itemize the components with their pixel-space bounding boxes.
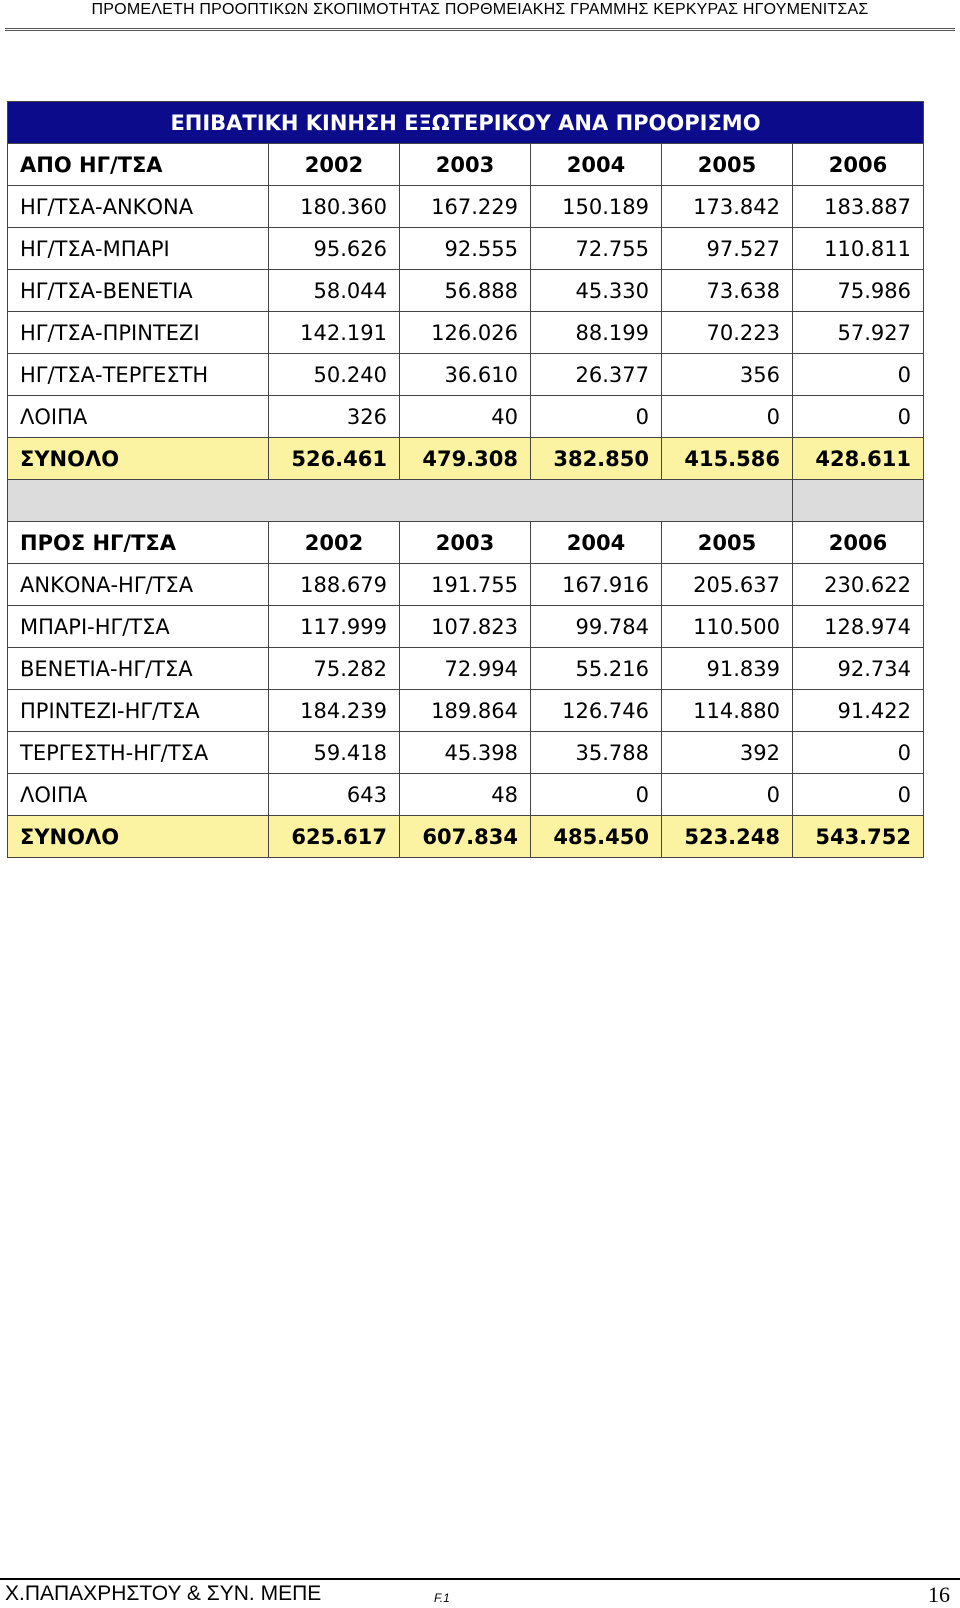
value-cell: 56.888 [400, 270, 531, 312]
table-row [8, 690, 924, 732]
value-cell: 128.974 [793, 606, 924, 648]
value-cell: 180.360 [269, 186, 400, 228]
total-label: ΣΥΝΟΛΟ [8, 816, 269, 858]
to-header-row [8, 522, 924, 564]
total-cell: 607.834 [400, 816, 531, 858]
value-cell: 91.839 [662, 648, 793, 690]
value-cell: 50.240 [269, 354, 400, 396]
spacer-cell [8, 480, 793, 522]
footer-author: Χ.ΠΑΠΑΧΡΗΣΤΟΥ & ΣΥΝ. ΜΕΠΕ [5, 1582, 322, 1605]
value-cell: 205.637 [662, 564, 793, 606]
value-cell: 55.216 [531, 648, 662, 690]
total-cell: 543.752 [793, 816, 924, 858]
header-rule [5, 28, 955, 31]
value-cell: 75.282 [269, 648, 400, 690]
value-cell: 73.638 [662, 270, 793, 312]
value-cell: 0 [793, 732, 924, 774]
spacer-cell [793, 480, 924, 522]
value-cell: 36.610 [400, 354, 531, 396]
value-cell: 326 [269, 396, 400, 438]
value-cell: 188.679 [269, 564, 400, 606]
route-label: ΑΝΚΟΝΑ-ΗΓ/ΤΣΑ [8, 564, 269, 606]
value-cell: 392 [662, 732, 793, 774]
value-cell: 0 [531, 774, 662, 816]
value-cell: 45.398 [400, 732, 531, 774]
value-cell: 150.189 [531, 186, 662, 228]
value-cell: 189.864 [400, 690, 531, 732]
value-cell: 26.377 [531, 354, 662, 396]
value-cell: 183.887 [793, 186, 924, 228]
route-label: ΠΡΙΝΤΕΖΙ-ΗΓ/ΤΣΑ [8, 690, 269, 732]
header-cell: 2002 [269, 144, 400, 186]
value-cell: 48 [400, 774, 531, 816]
value-cell: 91.422 [793, 690, 924, 732]
route-label: ΗΓ/ΤΣΑ-ΑΝΚΟΝΑ [8, 186, 269, 228]
table-row [8, 732, 924, 774]
value-cell: 35.788 [531, 732, 662, 774]
total-cell: 485.450 [531, 816, 662, 858]
passenger-traffic-table [7, 101, 924, 858]
page-number: 16 [928, 1582, 950, 1607]
value-cell: 72.755 [531, 228, 662, 270]
value-cell: 110.811 [793, 228, 924, 270]
value-cell: 95.626 [269, 228, 400, 270]
route-label: ΒΕΝΕΤΙΑ-ΗΓ/ΤΣΑ [8, 648, 269, 690]
value-cell: 356 [662, 354, 793, 396]
value-cell: 40 [400, 396, 531, 438]
total-cell: 523.248 [662, 816, 793, 858]
value-cell: 114.880 [662, 690, 793, 732]
value-cell: 97.527 [662, 228, 793, 270]
value-cell: 167.916 [531, 564, 662, 606]
total-cell: 479.308 [400, 438, 531, 480]
section-spacer-row [8, 480, 924, 522]
value-cell: 184.239 [269, 690, 400, 732]
header-cell: 2006 [793, 522, 924, 564]
value-cell: 57.927 [793, 312, 924, 354]
footer-code: F.1 [434, 1591, 450, 1605]
value-cell: 0 [793, 354, 924, 396]
value-cell: 126.746 [531, 690, 662, 732]
route-label: ΗΓ/ΤΣΑ-ΤΕΡΓΕΣΤΗ [8, 354, 269, 396]
value-cell: 110.500 [662, 606, 793, 648]
table-row [8, 270, 924, 312]
table-row [8, 186, 924, 228]
table-row [8, 354, 924, 396]
running-header: ΠΡΟΜΕΛΕΤΗ ΠΡΟΟΠΤΙΚΩΝ ΣΚΟΠΙΜΟΤΗΤΑΣ ΠΟΡΘΜΕΙΑΚΗΣ ΓΡΑΜΜΗΣ ΚΕΡΚΥΡΑΣ ΗΓΟΥΜΕΝΙΤΣΑΣ [91, 1, 869, 18]
value-cell: 92.734 [793, 648, 924, 690]
route-label: ΛΟΙΠΑ [8, 774, 269, 816]
table-title: ΕΠΙΒΑΤΙΚΗ ΚΙΝΗΣΗ ΕΞΩΤΕΡΙΚΟΥ ΑΝΑ ΠΡΟΟΡΙΣΜΟ [8, 102, 924, 144]
route-label: ΗΓ/ΤΣΑ-ΠΡΙΝΤΕΖΙ [8, 312, 269, 354]
to-total-row [8, 816, 924, 858]
value-cell: 92.555 [400, 228, 531, 270]
header-cell: 2006 [793, 144, 924, 186]
value-cell: 107.823 [400, 606, 531, 648]
from-total-row [8, 438, 924, 480]
value-cell: 0 [793, 396, 924, 438]
value-cell: 0 [662, 396, 793, 438]
header-cell: 2005 [662, 144, 793, 186]
value-cell: 88.199 [531, 312, 662, 354]
total-cell: 428.611 [793, 438, 924, 480]
value-cell: 72.994 [400, 648, 531, 690]
header-cell: ΠΡΟΣ ΗΓ/ΤΣΑ [8, 522, 269, 564]
route-label: ΗΓ/ΤΣΑ-ΜΠΑΡΙ [8, 228, 269, 270]
value-cell: 0 [662, 774, 793, 816]
value-cell: 191.755 [400, 564, 531, 606]
value-cell: 99.784 [531, 606, 662, 648]
table-row [8, 564, 924, 606]
from-header-row [8, 144, 924, 186]
route-label: ΤΕΡΓΕΣΤΗ-ΗΓ/ΤΣΑ [8, 732, 269, 774]
table-title-row [8, 102, 924, 144]
value-cell: 230.622 [793, 564, 924, 606]
footer-rule [0, 1578, 960, 1580]
value-cell: 70.223 [662, 312, 793, 354]
value-cell: 58.044 [269, 270, 400, 312]
value-cell: 117.999 [269, 606, 400, 648]
total-cell: 526.461 [269, 438, 400, 480]
value-cell: 75.986 [793, 270, 924, 312]
value-cell: 45.330 [531, 270, 662, 312]
value-cell: 0 [531, 396, 662, 438]
value-cell: 142.191 [269, 312, 400, 354]
table-row [8, 396, 924, 438]
total-cell: 382.850 [531, 438, 662, 480]
value-cell: 59.418 [269, 732, 400, 774]
total-label: ΣΥΝΟΛΟ [8, 438, 269, 480]
route-label: ΗΓ/ΤΣΑ-ΒΕΝΕΤΙΑ [8, 270, 269, 312]
table-row [8, 774, 924, 816]
header-cell: ΑΠΟ ΗΓ/ΤΣΑ [8, 144, 269, 186]
header-cell: 2004 [531, 144, 662, 186]
table-row [8, 312, 924, 354]
value-cell: 643 [269, 774, 400, 816]
header-cell: 2002 [269, 522, 400, 564]
total-cell: 415.586 [662, 438, 793, 480]
header-cell: 2003 [400, 144, 531, 186]
table-row [8, 648, 924, 690]
header-cell: 2003 [400, 522, 531, 564]
route-label: ΜΠΑΡΙ-ΗΓ/ΤΣΑ [8, 606, 269, 648]
header-cell: 2005 [662, 522, 793, 564]
table-row [8, 228, 924, 270]
total-cell: 625.617 [269, 816, 400, 858]
value-cell: 0 [793, 774, 924, 816]
table-row [8, 606, 924, 648]
header-cell: 2004 [531, 522, 662, 564]
route-label: ΛΟΙΠΑ [8, 396, 269, 438]
value-cell: 173.842 [662, 186, 793, 228]
value-cell: 167.229 [400, 186, 531, 228]
value-cell: 126.026 [400, 312, 531, 354]
